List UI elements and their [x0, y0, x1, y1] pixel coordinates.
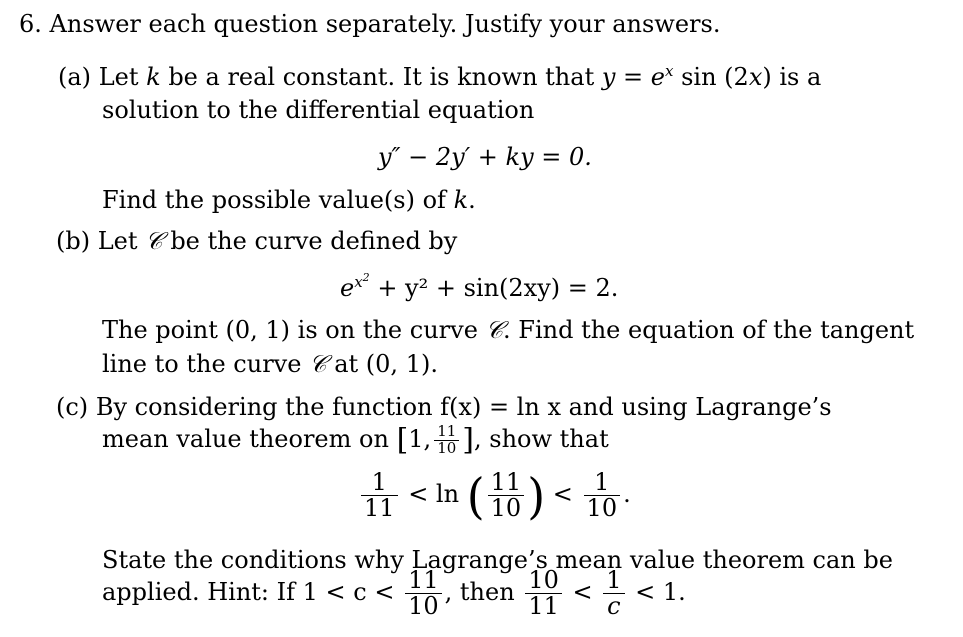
part-b-text: at (0, 1). [334, 350, 438, 378]
fraction-10-11: $\frac{10}{11}$ [525, 568, 562, 619]
part-c-line1 [56, 395, 832, 419]
part-a-equation: y″ − 2y′ + ky = 0. [378, 143, 592, 171]
part-a-text: be a real constant. It is known that [168, 63, 595, 91]
part-b-equation-tail: + y² + sin(2xy) = 2. [377, 274, 619, 302]
part-a-label: (a) [58, 63, 92, 91]
question-number: 6. [19, 10, 42, 38]
part-b-line1 [102, 318, 914, 342]
part-c-text: , then [444, 578, 515, 607]
part-a-function: $y = e^x$ sin (2x) [601, 62, 772, 91]
fraction-1-10: $\frac{1}{10}$ [584, 470, 621, 521]
part-b-text: . Find the equation of the tangent [503, 316, 915, 344]
fraction-1-c: $\frac{1}{c}$ [603, 568, 624, 619]
curve-symbol: 𝒞 [485, 316, 504, 344]
curve-symbol: 𝒞 [145, 227, 163, 255]
part-b-equation: $e^{x^2} + y^2 + \sin(2xy) = 2$. [340, 271, 619, 302]
part-b-intro [56, 229, 457, 253]
part-b-text: line to the curve [102, 350, 302, 378]
fraction-1-11: $\frac{1}{11}$ [361, 470, 398, 521]
part-a-line1 [58, 64, 821, 89]
part-c-text: mean value theorem on [102, 424, 389, 453]
curve-symbol: 𝒞 [309, 350, 327, 378]
part-c-line2: mean value theorem on [1, $\frac{11}{10}$ ], show that [102, 422, 609, 458]
part-c-inequality: $\frac{1}{11}$ < ln ( $\frac{11}{10}$ ) < $\frac{1}{10}$ . [358, 470, 631, 521]
part-c-text: applied. Hint: If 1 < c < [102, 578, 395, 607]
part-b-label: (b) [56, 227, 91, 255]
part-c-hint [102, 568, 686, 619]
part-c-text: By considering the function f(x) = ln x and using Lagrange’s [95, 393, 832, 421]
question-header [19, 12, 720, 36]
part-c-label: (c) [56, 393, 89, 421]
part-c-ln: < ln [408, 480, 460, 509]
part-b-text: be the curve defined by [170, 227, 458, 255]
part-a-text: Let [98, 63, 139, 91]
part-c-text: < 1. [635, 578, 686, 607]
part-c-lt: < [552, 480, 573, 509]
fraction-11-10: $\frac{11}{10}$ [434, 424, 459, 457]
fraction-11-10: $\frac{11}{10}$ [405, 568, 442, 619]
part-c-lt: < [572, 578, 593, 607]
var-k: k [146, 63, 161, 91]
question-instruction: Answer each question separately. Justify your answers. [49, 10, 721, 38]
part-a-conclusion: Find the possible value(s) of k. [102, 186, 476, 214]
part-b-line2 [102, 352, 438, 376]
part-b-text: The point (0, 1) is on the curve [102, 316, 478, 344]
part-b-text: Let [97, 227, 138, 255]
part-c-conditions: State the conditions why Lagrange’s mean value theorem can be [102, 546, 893, 574]
fraction-11-10: $\frac{11}{10}$ [488, 470, 525, 521]
part-a-text: is a [779, 63, 822, 91]
part-c-text: , show that [474, 424, 609, 453]
part-a-text: Find the possible value(s) of [102, 186, 446, 214]
var-k: k [453, 186, 469, 214]
part-a-line2: solution to the differential equation [102, 96, 535, 124]
